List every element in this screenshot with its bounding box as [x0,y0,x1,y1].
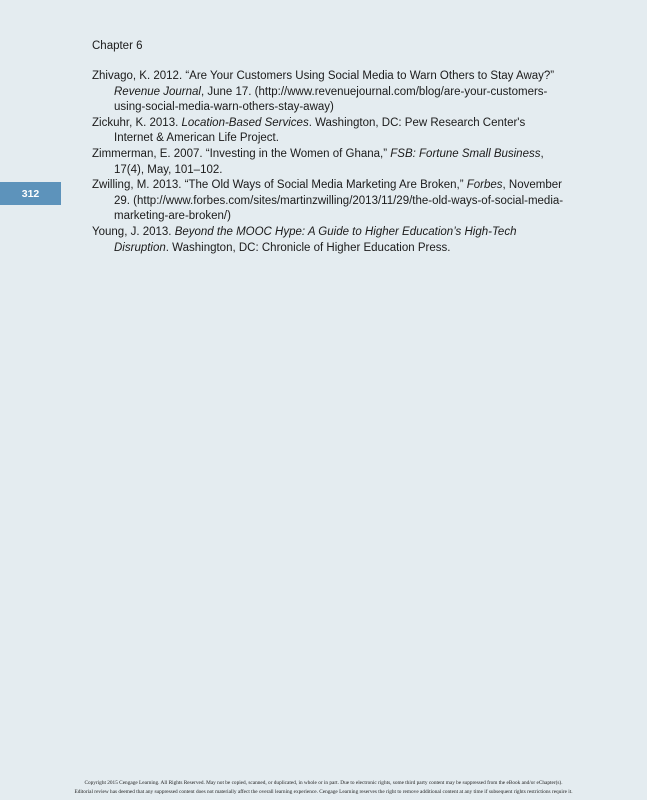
reference-text: Zimmerman, E. 2007. “Investing in the Women of Ghana,” [92,147,391,160]
reference-list [92,69,564,256]
copyright-notice: Copyright 2015 Cengage Learning. All Rights Reserved. May not be copied, scanned, or duplicated, in whole or in part. Due to electronic rights, some third party content may be suppressed from the eBook and/or eChapter(s). [84,780,563,786]
reference-text: Young, J. 2013. [92,225,175,238]
reference-entry [92,116,564,147]
reference-entry [92,225,564,256]
reference-title: Revenue Journal [114,85,201,98]
chapter-header: Chapter 6 [92,40,143,52]
reference-entry [92,147,564,178]
reference-title: Beyond the MOOC Hype: A Guide to Higher Education’s High-Tech Disruption [114,225,517,254]
reference-text: Zickuhr, K. 2013. [92,116,182,129]
reference-title: FSB: Fortune Small Business [390,147,541,160]
reference-text: , June 17. (http://www.revenuejournal.com/blog/are-your-customers-using-social-media-warn-others-stay-away) [114,85,548,114]
editorial-notice: Editorial review has deemed that any suppressed content does not materially affect the overall learning experience. Cengage Learning reserves the right to remove additional content at any time if subsequent rights restrictions require it. [74,789,573,795]
reference-entry [92,178,564,225]
reference-text: Zhivago, K. 2012. “Are Your Customers Using Social Media to Warn Others to Stay Away?” [92,70,555,82]
reference-text: , November 29. (http://www.forbes.com/sites/martinzwilling/2013/11/29/the-old-ways-of-social-media-marketing-are-broken/) [114,179,564,223]
reference-entry [92,69,564,116]
reference-title: Location-Based Services [181,116,309,129]
reference-text: . Washington, DC: Pew Research Center's Internet & American Life Project. [114,116,526,145]
reference-text: , 17(4), May, 101–102. [114,147,544,176]
reference-title: Forbes [466,179,503,192]
page-number-tab [0,182,61,205]
reference-text: Zwilling, M. 2013. “The Old Ways of Social Media Marketing Are Broken,” [92,179,467,192]
reference-text: . Washington, DC: Chronicle of Higher Education Press. [165,241,451,254]
page-number: 312 [21,187,40,200]
